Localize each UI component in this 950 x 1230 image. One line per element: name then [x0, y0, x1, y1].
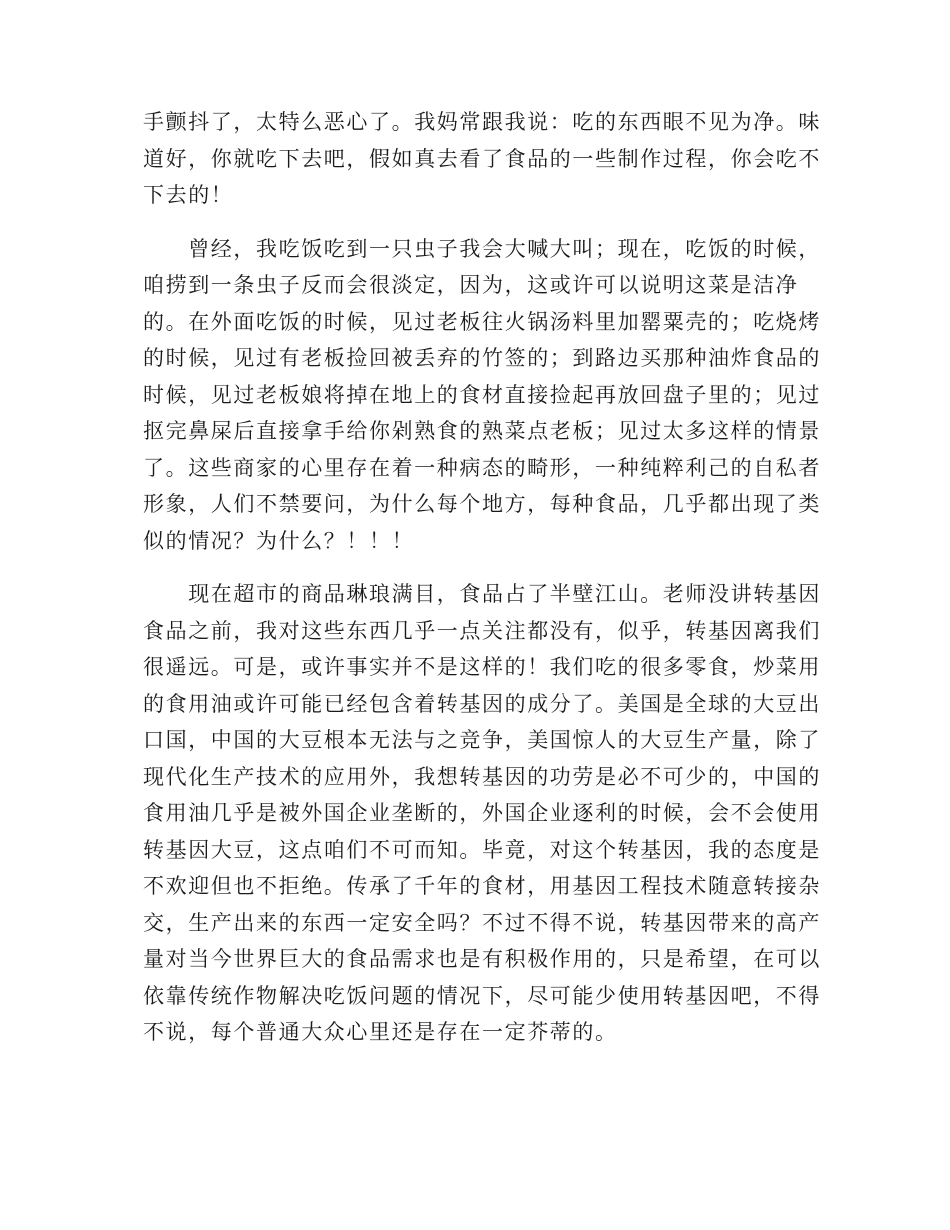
text-line: 不欢迎但也不拒绝。传承了千年的食材，用基因工程技术随意转接杂 [143, 874, 821, 898]
text-line: 的食用油或许可能已经包含着转基因的成分了。美国是全球的大豆出 [143, 691, 821, 716]
paragraph-2 [143, 231, 821, 560]
text-line: 下去的！ [143, 183, 234, 207]
text-line: 咱捞到一条虫子反而会很淡定，因为，这或许可以说明这菜是洁净 [143, 273, 799, 297]
text-line: 现在超市的商品琳琅满目，食品占了半壁江山。老师没讲转基因 [143, 582, 821, 606]
text-line: 手颤抖了，太特么恶心了。我妈常跟我说：吃的东西眼不见为净。味 [143, 110, 821, 134]
text-line: 口国，中国的大豆根本无法与之竞争，美国惊人的大豆生产量，除了 [143, 728, 821, 752]
text-line: 时候，见过老板娘将掉在地上的食材直接捡起再放回盘子里的；见过 [143, 382, 821, 407]
text-line: 交，生产出来的东西一定安全吗？不过不得不说，转基因带来的高产 [143, 910, 821, 935]
text-line: 转基因大豆，这点咱们不可而知。毕竟，对这个转基因，我的态度是 [143, 837, 821, 862]
text-line: 量对当今世界巨大的食品需求也是有积极作用的，只是希望，在可以 [143, 947, 821, 971]
text-line: 道好，你就吃下去吧，假如真去看了食品的一些制作过程，你会吃不 [143, 146, 821, 171]
text-line: 食用油几乎是被外国企业垄断的，外国企业逐利的时候，会不会使用 [143, 801, 821, 825]
text-line: 曾经，我吃饭吃到一只虫子我会大喊大叫；现在，吃饭的时候， [143, 236, 821, 261]
text-line: 依靠传统作物解决吃饭问题的情况下，尽可能少使用转基因吧，不得 [143, 983, 821, 1008]
paragraph-3 [143, 576, 821, 1051]
text-line: 了。这些商家的心里存在着一种病态的畸形，一种纯粹利己的自私者 [143, 455, 821, 480]
text-line: 很遥远。可是，或许事实并不是这样的！我们吃的很多零食，炒菜用 [143, 655, 821, 679]
text-line: 的时候，见过有老板捡回被丢弃的竹签的；到路边买那种油炸食品的 [143, 346, 821, 370]
text-line: 食品之前，我对这些东西几乎一点关注都没有，似乎，转基因离我们 [143, 618, 821, 643]
text-line: 形象，人们不禁要问，为什么每个地方，每种食品，几乎都出现了类 [143, 492, 821, 516]
text-line: 抠完鼻屎后直接拿手给你剁熟食的熟菜点老板；见过太多这样的情景 [143, 419, 821, 443]
text-line: 不说，每个普通大众心里还是存在一定芥蒂的。 [143, 1020, 618, 1044]
text-line: 的。在外面吃饭的时候，见过老板往火锅汤料里加罂粟壳的；吃烧烤 [143, 309, 821, 334]
text-line: 现代化生产技术的应用外，我想转基因的功劳是必不可少的，中国的 [143, 764, 821, 789]
paragraph-1 [143, 104, 821, 214]
text-line: 似的情况？为什么？！！！ [143, 528, 415, 553]
document-body [143, 104, 821, 1051]
